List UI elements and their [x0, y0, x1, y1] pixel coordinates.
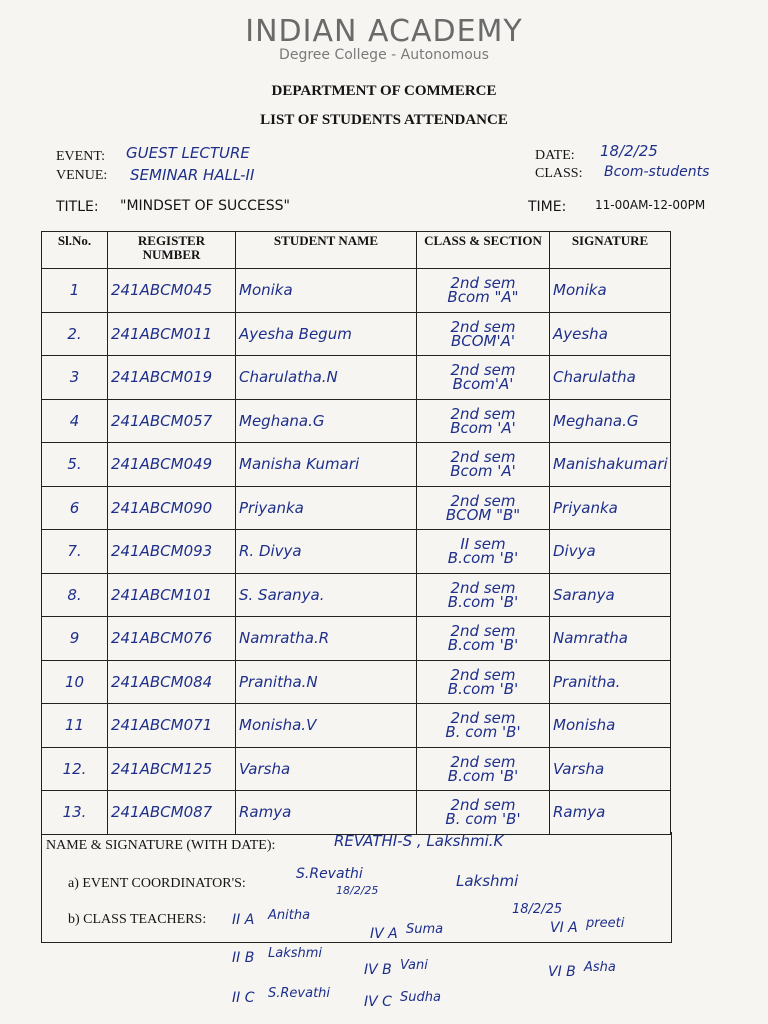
class-section-cell [417, 660, 550, 704]
sl-no-cell: 13. [42, 791, 108, 835]
signature-cell: Manishakumari [550, 443, 671, 487]
institution-name: INDIAN ACADEMY [245, 14, 523, 49]
table-row [42, 704, 671, 748]
class-semester: 2nd sem [450, 361, 516, 380]
class-section: Bcom 'A' [450, 462, 516, 481]
student-name-cell: Monika [236, 269, 417, 313]
student-name-cell: Priyanka [236, 486, 417, 530]
class-section-cell [417, 617, 550, 661]
class-section: B.com 'B' [447, 679, 519, 698]
class-section-cell [417, 791, 550, 835]
signature-cell: Pranitha. [550, 660, 671, 704]
signature-cell: Varsha [550, 747, 671, 791]
student-name-cell: R. Divya [236, 530, 417, 574]
class-section: B.com 'B' [447, 592, 519, 611]
table-header-row [42, 232, 671, 269]
class-section: B. com 'B' [445, 723, 521, 742]
class-section: BCOM "B" [445, 505, 521, 524]
table-row [42, 573, 671, 617]
teacher-signature: Lakshmi [268, 946, 323, 961]
col-header-register: REGISTER NUMBER [108, 232, 236, 269]
signature-cell: Namratha [550, 617, 671, 661]
attendance-table [41, 231, 671, 835]
class-section: B. com 'B' [445, 810, 521, 829]
class-section-cell [417, 573, 550, 617]
venue-value: SEMINAR HALL-II [130, 166, 255, 184]
class-section: Bcom "A" [447, 288, 519, 307]
register-number-cell: 241ABCM125 [108, 747, 236, 791]
teacher-section: II B [232, 950, 255, 966]
title-label: TITLE: [56, 199, 99, 215]
signature-cell: Meghana.G [550, 399, 671, 443]
class-semester: 2nd sem [450, 665, 516, 684]
signature-cell: Monisha [550, 704, 671, 748]
class-semester: 2nd sem [450, 752, 516, 771]
register-number-cell: 241ABCM011 [108, 312, 236, 356]
class-section: B.com 'B' [447, 636, 519, 655]
table-row [42, 747, 671, 791]
student-name-cell: Charulatha.N [236, 356, 417, 400]
col-header-name: STUDENT NAME [236, 232, 417, 269]
sl-no-cell: 12. [42, 747, 108, 791]
sl-no-cell: 5. [42, 443, 108, 487]
sl-no-cell: 8. [42, 573, 108, 617]
sl-no-cell: 10 [42, 660, 108, 704]
teacher-section: VI A [550, 920, 578, 936]
student-name-cell: Meghana.G [236, 399, 417, 443]
student-name-cell: Ramya [236, 791, 417, 835]
list-title: LIST OF STUDENTS ATTENDANCE [260, 112, 508, 128]
class-semester: 2nd sem [450, 448, 516, 467]
class-section-cell [417, 530, 550, 574]
table-row [42, 791, 671, 835]
date-label: DATE: [535, 148, 575, 163]
register-number-cell: 241ABCM090 [108, 486, 236, 530]
class-semester: 2nd sem [450, 491, 516, 510]
student-name-cell: Ayesha Begum [236, 312, 417, 356]
signature-cell: Monika [550, 269, 671, 313]
venue-label: VENUE: [56, 168, 108, 183]
teacher-section: II C [232, 990, 255, 1006]
table-row [42, 486, 671, 530]
class-section-cell [417, 269, 550, 313]
signature-cell: Priyanka [550, 486, 671, 530]
table-row [42, 617, 671, 661]
register-number-cell: 241ABCM071 [108, 704, 236, 748]
class-semester: 2nd sem [450, 317, 516, 336]
event-label: EVENT: [56, 149, 106, 164]
register-number-cell: 241ABCM087 [108, 791, 236, 835]
signature-cell: Charulatha [550, 356, 671, 400]
class-section: Bcom'A' [452, 375, 514, 394]
sl-no-cell: 4 [42, 399, 108, 443]
title-value: "MINDSET OF SUCCESS" [120, 198, 290, 214]
class-semester: 2nd sem [450, 709, 516, 728]
class-section: B.com 'B' [447, 549, 519, 568]
coordinator-date-2: 18/2/25 [512, 902, 563, 917]
class-section-cell [417, 312, 550, 356]
time-value: 11-00AM-12-00PM [595, 198, 706, 212]
class-section-cell [417, 399, 550, 443]
table-row [42, 443, 671, 487]
student-name-cell: Monisha.V [236, 704, 417, 748]
teacher-section: IV A [370, 926, 398, 942]
class-section: Bcom 'A' [450, 418, 516, 437]
class-section: BCOM'A' [450, 331, 516, 350]
table-row [42, 312, 671, 356]
student-name-cell: Varsha [236, 747, 417, 791]
sl-no-cell: 1 [42, 269, 108, 313]
signature-cell: Ramya [550, 791, 671, 835]
teacher-signature: Suma [406, 922, 444, 937]
class-section-cell [417, 356, 550, 400]
register-number-cell: 241ABCM057 [108, 399, 236, 443]
time-label: TIME: [528, 199, 567, 215]
table-row [42, 399, 671, 443]
sl-no-cell: 11 [42, 704, 108, 748]
signature-cell: Divya [550, 530, 671, 574]
sl-no-cell: 6 [42, 486, 108, 530]
event-coordinator-label: a) EVENT COORDINATOR'S: [68, 876, 246, 891]
signature-cell: Ayesha [550, 312, 671, 356]
student-name-cell: Pranitha.N [236, 660, 417, 704]
class-section-cell [417, 704, 550, 748]
class-section-cell [417, 486, 550, 530]
register-number-cell: 241ABCM045 [108, 269, 236, 313]
sl-no-cell: 2. [42, 312, 108, 356]
signature-cell: Saranya [550, 573, 671, 617]
institution-subtitle: Degree College - Autonomous [279, 47, 489, 63]
class-semester: 2nd sem [450, 796, 516, 815]
class-semester: 2nd sem [450, 404, 516, 423]
letterhead [0, 14, 768, 63]
teacher-signature: Anitha [268, 908, 311, 923]
table-row [42, 660, 671, 704]
teacher-section: IV B [364, 962, 392, 978]
teacher-section: VI B [548, 964, 576, 980]
date-value: 18/2/25 [600, 142, 658, 160]
col-header-slno: Sl.No. [42, 232, 108, 269]
teacher-signature: preeti [586, 916, 625, 931]
department-title: DEPARTMENT OF COMMERCE [271, 83, 497, 99]
event-value: GUEST LECTURE [126, 144, 250, 162]
register-number-cell: 241ABCM076 [108, 617, 236, 661]
register-number-cell: 241ABCM049 [108, 443, 236, 487]
col-header-signature: SIGNATURE [550, 232, 671, 269]
teacher-signature: Vani [400, 958, 428, 973]
class-semester: 2nd sem [450, 274, 516, 293]
teacher-section: IV C [364, 994, 392, 1010]
class-section: B.com 'B' [447, 766, 519, 785]
sl-no-cell: 9 [42, 617, 108, 661]
coordinator-signature-2: Lakshmi [456, 872, 519, 890]
register-number-cell: 241ABCM101 [108, 573, 236, 617]
register-number-cell: 241ABCM019 [108, 356, 236, 400]
sl-no-cell: 3 [42, 356, 108, 400]
teacher-signature: S.Revathi [268, 986, 331, 1001]
class-section-cell [417, 443, 550, 487]
teacher-signature: Sudha [400, 990, 441, 1005]
class-value: Bcom-students [604, 164, 710, 180]
class-teachers-label: b) CLASS TEACHERS: [68, 912, 207, 927]
register-number-cell: 241ABCM093 [108, 530, 236, 574]
student-name-cell: Manisha Kumari [236, 443, 417, 487]
table-row [42, 269, 671, 313]
coordinator-signature-1: S.Revathi [296, 866, 363, 882]
student-name-cell: Namratha.R [236, 617, 417, 661]
class-label: CLASS: [535, 166, 583, 181]
coordinator-date-1: 18/2/25 [336, 884, 379, 897]
sl-no-cell: 7. [42, 530, 108, 574]
teacher-section: II A [232, 912, 255, 928]
register-number-cell: 241ABCM084 [108, 660, 236, 704]
class-semester: II sem [460, 535, 506, 554]
coordinator-names: REVATHI-S , Lakshmi.K [334, 832, 504, 850]
class-semester: 2nd sem [450, 578, 516, 597]
class-section-cell [417, 747, 550, 791]
teacher-signature: Asha [584, 960, 616, 975]
class-semester: 2nd sem [450, 622, 516, 641]
table-row [42, 356, 671, 400]
name-signature-label: NAME & SIGNATURE (WITH DATE): [46, 838, 276, 853]
student-name-cell: S. Saranya. [236, 573, 417, 617]
table-row [42, 530, 671, 574]
col-header-class: CLASS & SECTION [417, 232, 550, 269]
